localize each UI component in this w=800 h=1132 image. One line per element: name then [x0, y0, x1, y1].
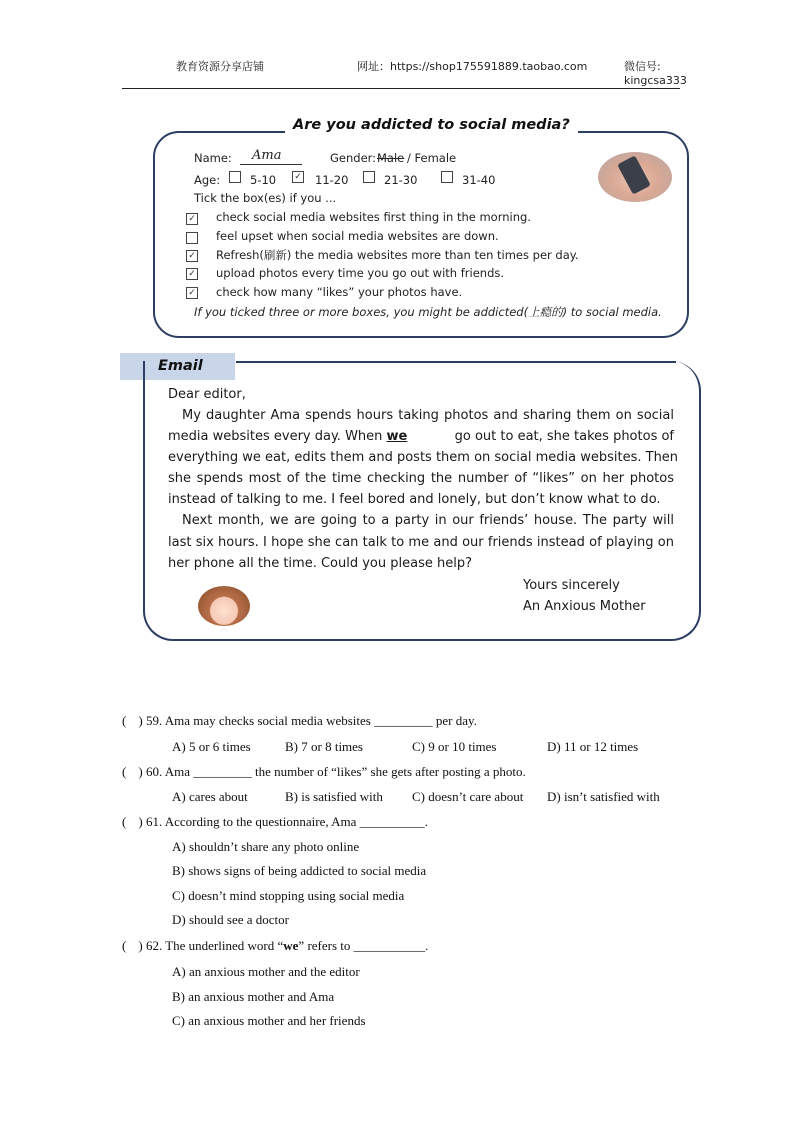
age-checkbox-11-20[interactable]: ✓ — [292, 171, 304, 183]
option: C) doesn’t mind stopping using social media — [172, 888, 405, 903]
age-option-label: 31-40 — [462, 173, 496, 187]
name-value: Ama — [240, 148, 302, 165]
age-checkbox-31-40[interactable] — [441, 171, 453, 183]
answer-bracket-open: ( — [122, 764, 127, 779]
header-wechat-label: 微信号: — [624, 60, 661, 73]
gender-male: Male — [377, 151, 405, 165]
item-text: check how many “likes” your photos have. — [216, 285, 463, 299]
item-checkbox[interactable]: ✓ — [186, 268, 198, 280]
answer-bracket-close: ) — [138, 713, 143, 728]
email-text-segment: media websites every day. When — [168, 429, 383, 444]
age-checkbox-5-10[interactable] — [229, 171, 241, 183]
gender-female: / Female — [407, 151, 457, 165]
item-checkbox[interactable]: ✓ — [186, 287, 198, 299]
email-line: last six hours. I hope she can talk to me and our friends instead of playing on — [168, 535, 674, 550]
item-text: feel upset when social media websites are down. — [216, 229, 499, 243]
item-text: Refresh(刷新) the media websites more than ten times per day. — [216, 248, 579, 262]
option: B) is satisfied with — [285, 789, 383, 804]
option: A) cares about — [172, 789, 248, 804]
tick-instruction: Tick the box(es) if you ... — [194, 191, 337, 205]
option: A) 5 or 6 times — [172, 739, 251, 754]
question-stem: 61. According to the questionnaire, Ama __________. — [145, 814, 428, 829]
email-box-top-border — [236, 361, 676, 363]
question-62 — [122, 938, 428, 954]
phone-in-hand-image — [598, 152, 672, 202]
question-stem: 59. Ama may checks social media websites _________ per day. — [145, 713, 477, 728]
item-text: upload photos every time you go out with friends. — [216, 266, 505, 280]
header-url: 网址：https://shop175591889.taobao.com — [357, 60, 588, 73]
option: B) 7 or 8 times — [285, 739, 363, 754]
item-checkbox[interactable]: ✓ — [186, 250, 198, 262]
email-line: instead of talking to me. I feel bored and lonely, but don’t know what to do. — [168, 492, 661, 507]
underlined-we: we — [386, 429, 408, 444]
option: D) isn’t satisfied with — [547, 789, 660, 804]
option: A) shouldn’t share any photo online — [172, 839, 360, 854]
answer-bracket-open: ( — [122, 713, 127, 728]
option: A) an anxious mother and the editor — [172, 964, 360, 979]
email-tab-label: Email — [158, 358, 203, 374]
header-shop-name: 教育资源分享店铺 — [176, 60, 264, 73]
age-option-label: 5-10 — [250, 173, 277, 187]
question-stem: 62. The underlined word “ — [145, 938, 284, 953]
questionnaire-footnote: If you ticked three or more boxes, you might be addicted(上瘾的) to social media. — [194, 305, 662, 319]
answer-bracket-close: ) — [138, 938, 143, 953]
age-option-label: 11-20 — [315, 173, 349, 187]
age-label: Age: — [194, 173, 221, 187]
age-checkbox-21-30[interactable] — [363, 171, 375, 183]
question-61 — [122, 814, 428, 830]
email-greeting: Dear editor, — [168, 387, 246, 402]
email-text-segment: go out to eat, she takes photos of — [454, 429, 674, 444]
email-line: everything we eat, edits them and posts them on social media websites. Then — [168, 450, 679, 465]
option: B) an anxious mother and Ama — [172, 989, 335, 1004]
email-line: Next month, we are going to a party in our friends’ house. The party will — [182, 513, 674, 528]
answer-bracket-open: ( — [122, 814, 127, 829]
email-line: her phone all the time. Could you please help? — [168, 556, 472, 571]
item-text: check social media websites first thing in the morning. — [216, 210, 531, 224]
name-label: Name: — [194, 151, 232, 165]
question-stem: 60. Ama _________ the number of “likes” she gets after posting a photo. — [145, 764, 526, 779]
answer-bracket-open: ( — [122, 938, 127, 953]
quoted-word-we: we — [283, 938, 299, 953]
header-wechat-id: kingcsa333 — [624, 74, 687, 87]
option: C) 9 or 10 times — [412, 739, 497, 754]
option: D) should see a doctor — [172, 912, 289, 927]
option: C) an anxious mother and her friends — [172, 1013, 366, 1028]
email-line: My daughter Ama spends hours taking photos and sharing them on social — [182, 408, 674, 423]
question-59 — [122, 713, 477, 729]
item-checkbox[interactable] — [186, 232, 198, 244]
email-closing: Yours sincerely — [523, 578, 620, 593]
email-signature: An Anxious Mother — [523, 599, 646, 614]
item-checkbox[interactable]: ✓ — [186, 213, 198, 225]
questionnaire-title: Are you addicted to social media? — [285, 117, 578, 133]
answer-bracket-close: ) — [138, 814, 143, 829]
answer-bracket-close: ) — [138, 764, 143, 779]
email-line — [168, 429, 674, 444]
email-line: she spends most of the time checking the number of “likes” on her photos — [168, 471, 674, 486]
header-divider — [122, 88, 680, 89]
gender-label: Gender: — [330, 151, 377, 165]
question-60 — [122, 764, 526, 780]
option: C) doesn’t care about — [412, 789, 524, 804]
mother-avatar — [198, 586, 250, 626]
age-option-label: 21-30 — [384, 173, 418, 187]
option: D) 11 or 12 times — [547, 739, 639, 754]
option: B) shows signs of being addicted to social media — [172, 863, 427, 878]
question-stem: ” refers to ___________. — [298, 938, 429, 953]
